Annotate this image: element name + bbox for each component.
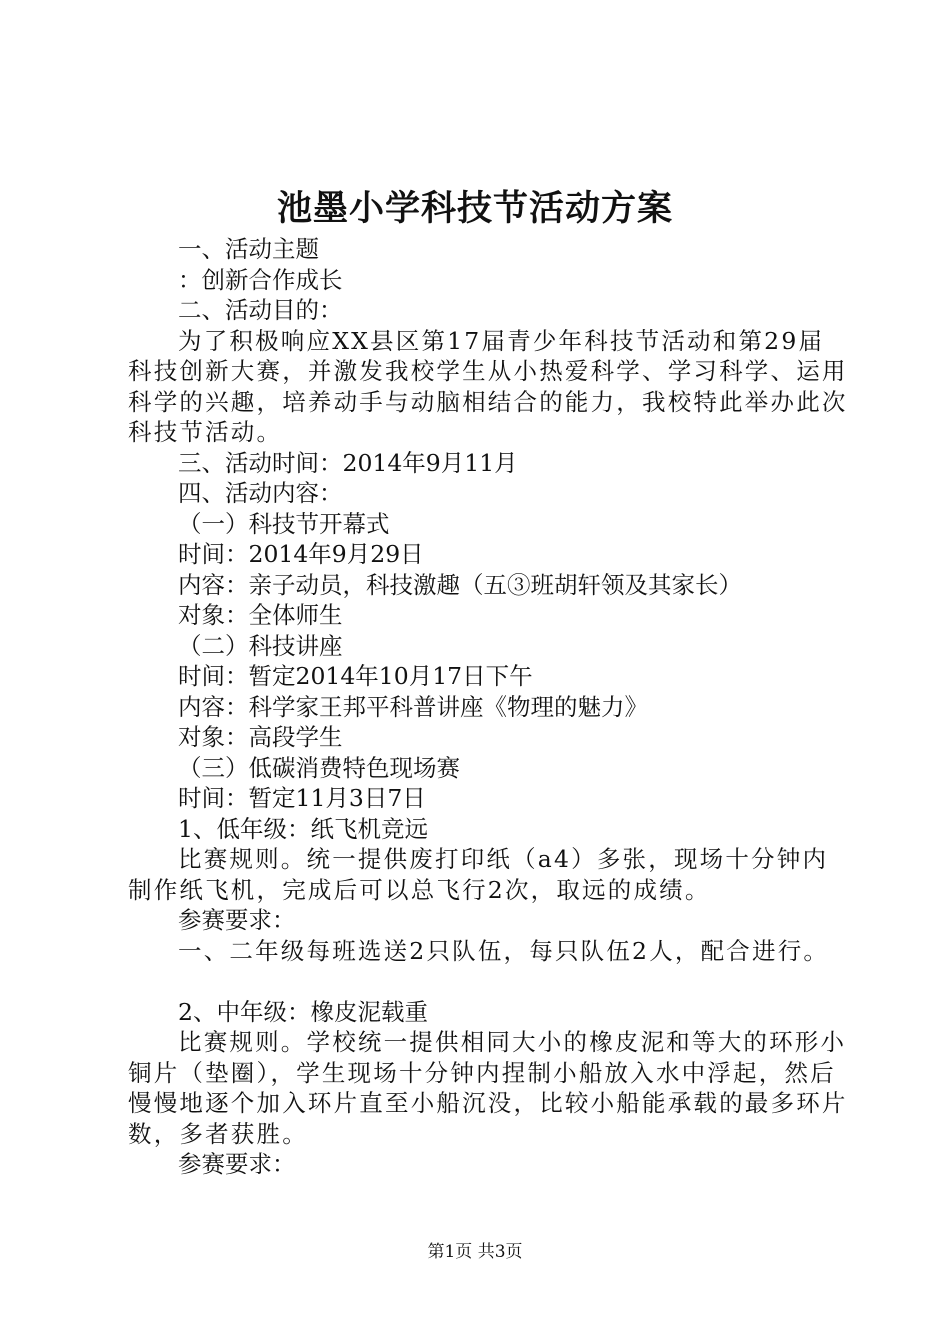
- requirements-label-1: 参赛要求：: [178, 906, 296, 934]
- activity-theme-value: ：创新合作成长: [178, 265, 343, 294]
- contest-lower-grade-heading: 1、低年级：纸飞机竞远: [178, 814, 428, 843]
- document-body: [128, 234, 848, 1180]
- opening-content: 内容：亲子动员，科技激趣（五③班胡轩领及其家长）: [178, 570, 742, 599]
- plasticine-rules: 比赛规则。学校统一提供相同大小的橡皮泥和等大的环形小铜片（垫圈），学生现场十分钟内捏制小船放入水中浮起，然后慢慢地逐个加入环片直至小船沉没，比较小船能承载的最多环片数，多者获胜。: [128, 1028, 848, 1148]
- opening-time: 时间：2014年9月29日: [178, 540, 424, 568]
- page-footer: 第1页 共3页: [427, 1242, 523, 1262]
- heading-activity-theme: 一、活动主题: [178, 235, 319, 263]
- subheading-opening-ceremony: （一）科技节开幕式: [178, 509, 390, 538]
- contest-time: 时间：暂定11月3日7日: [178, 784, 426, 812]
- subheading-low-carbon-contest: （三）低碳消费特色现场赛: [178, 753, 460, 782]
- heading-activity-content: 四、活动内容：: [178, 479, 343, 507]
- requirements-text-1: 一、二年级每班选送2只队伍，每只队伍2人，配合进行。: [178, 936, 830, 965]
- paper-plane-rules: 比赛规则。统一提供废打印纸（a4）多张，现场十分钟内制作纸飞机，完成后可以总飞行2次，取远的成绩。: [128, 845, 829, 904]
- lecture-content: 内容：科学家王邦平科普讲座《物理的魅力》: [178, 692, 648, 721]
- document-title: 池墨小学科技节活动方案: [276, 188, 673, 229]
- contest-middle-grade-heading: 2、中年级：橡皮泥载重: [178, 997, 428, 1026]
- subheading-lecture: （二）科技讲座: [178, 631, 343, 660]
- heading-activity-purpose: 二、活动目的：: [178, 296, 343, 324]
- purpose-paragraph: 为了积极响应XX县区第17届青少年科技节活动和第29届科技创新大赛，并激发我校学生从小热爱科学、学习科学、运用科学的兴趣，培养动手与动脑相结合的能力，我校特此举办此次科技节活动。: [128, 326, 848, 446]
- lecture-audience: 对象：高段学生: [178, 723, 343, 751]
- opening-audience: 对象：全体师生: [178, 601, 343, 629]
- lecture-time: 时间：暂定2014年10月17日下午: [178, 662, 533, 690]
- heading-activity-time: 三、活动时间：2014年9月11月: [178, 448, 518, 477]
- requirements-label-2: 参赛要求：: [178, 1150, 296, 1178]
- blank-line: [128, 966, 848, 997]
